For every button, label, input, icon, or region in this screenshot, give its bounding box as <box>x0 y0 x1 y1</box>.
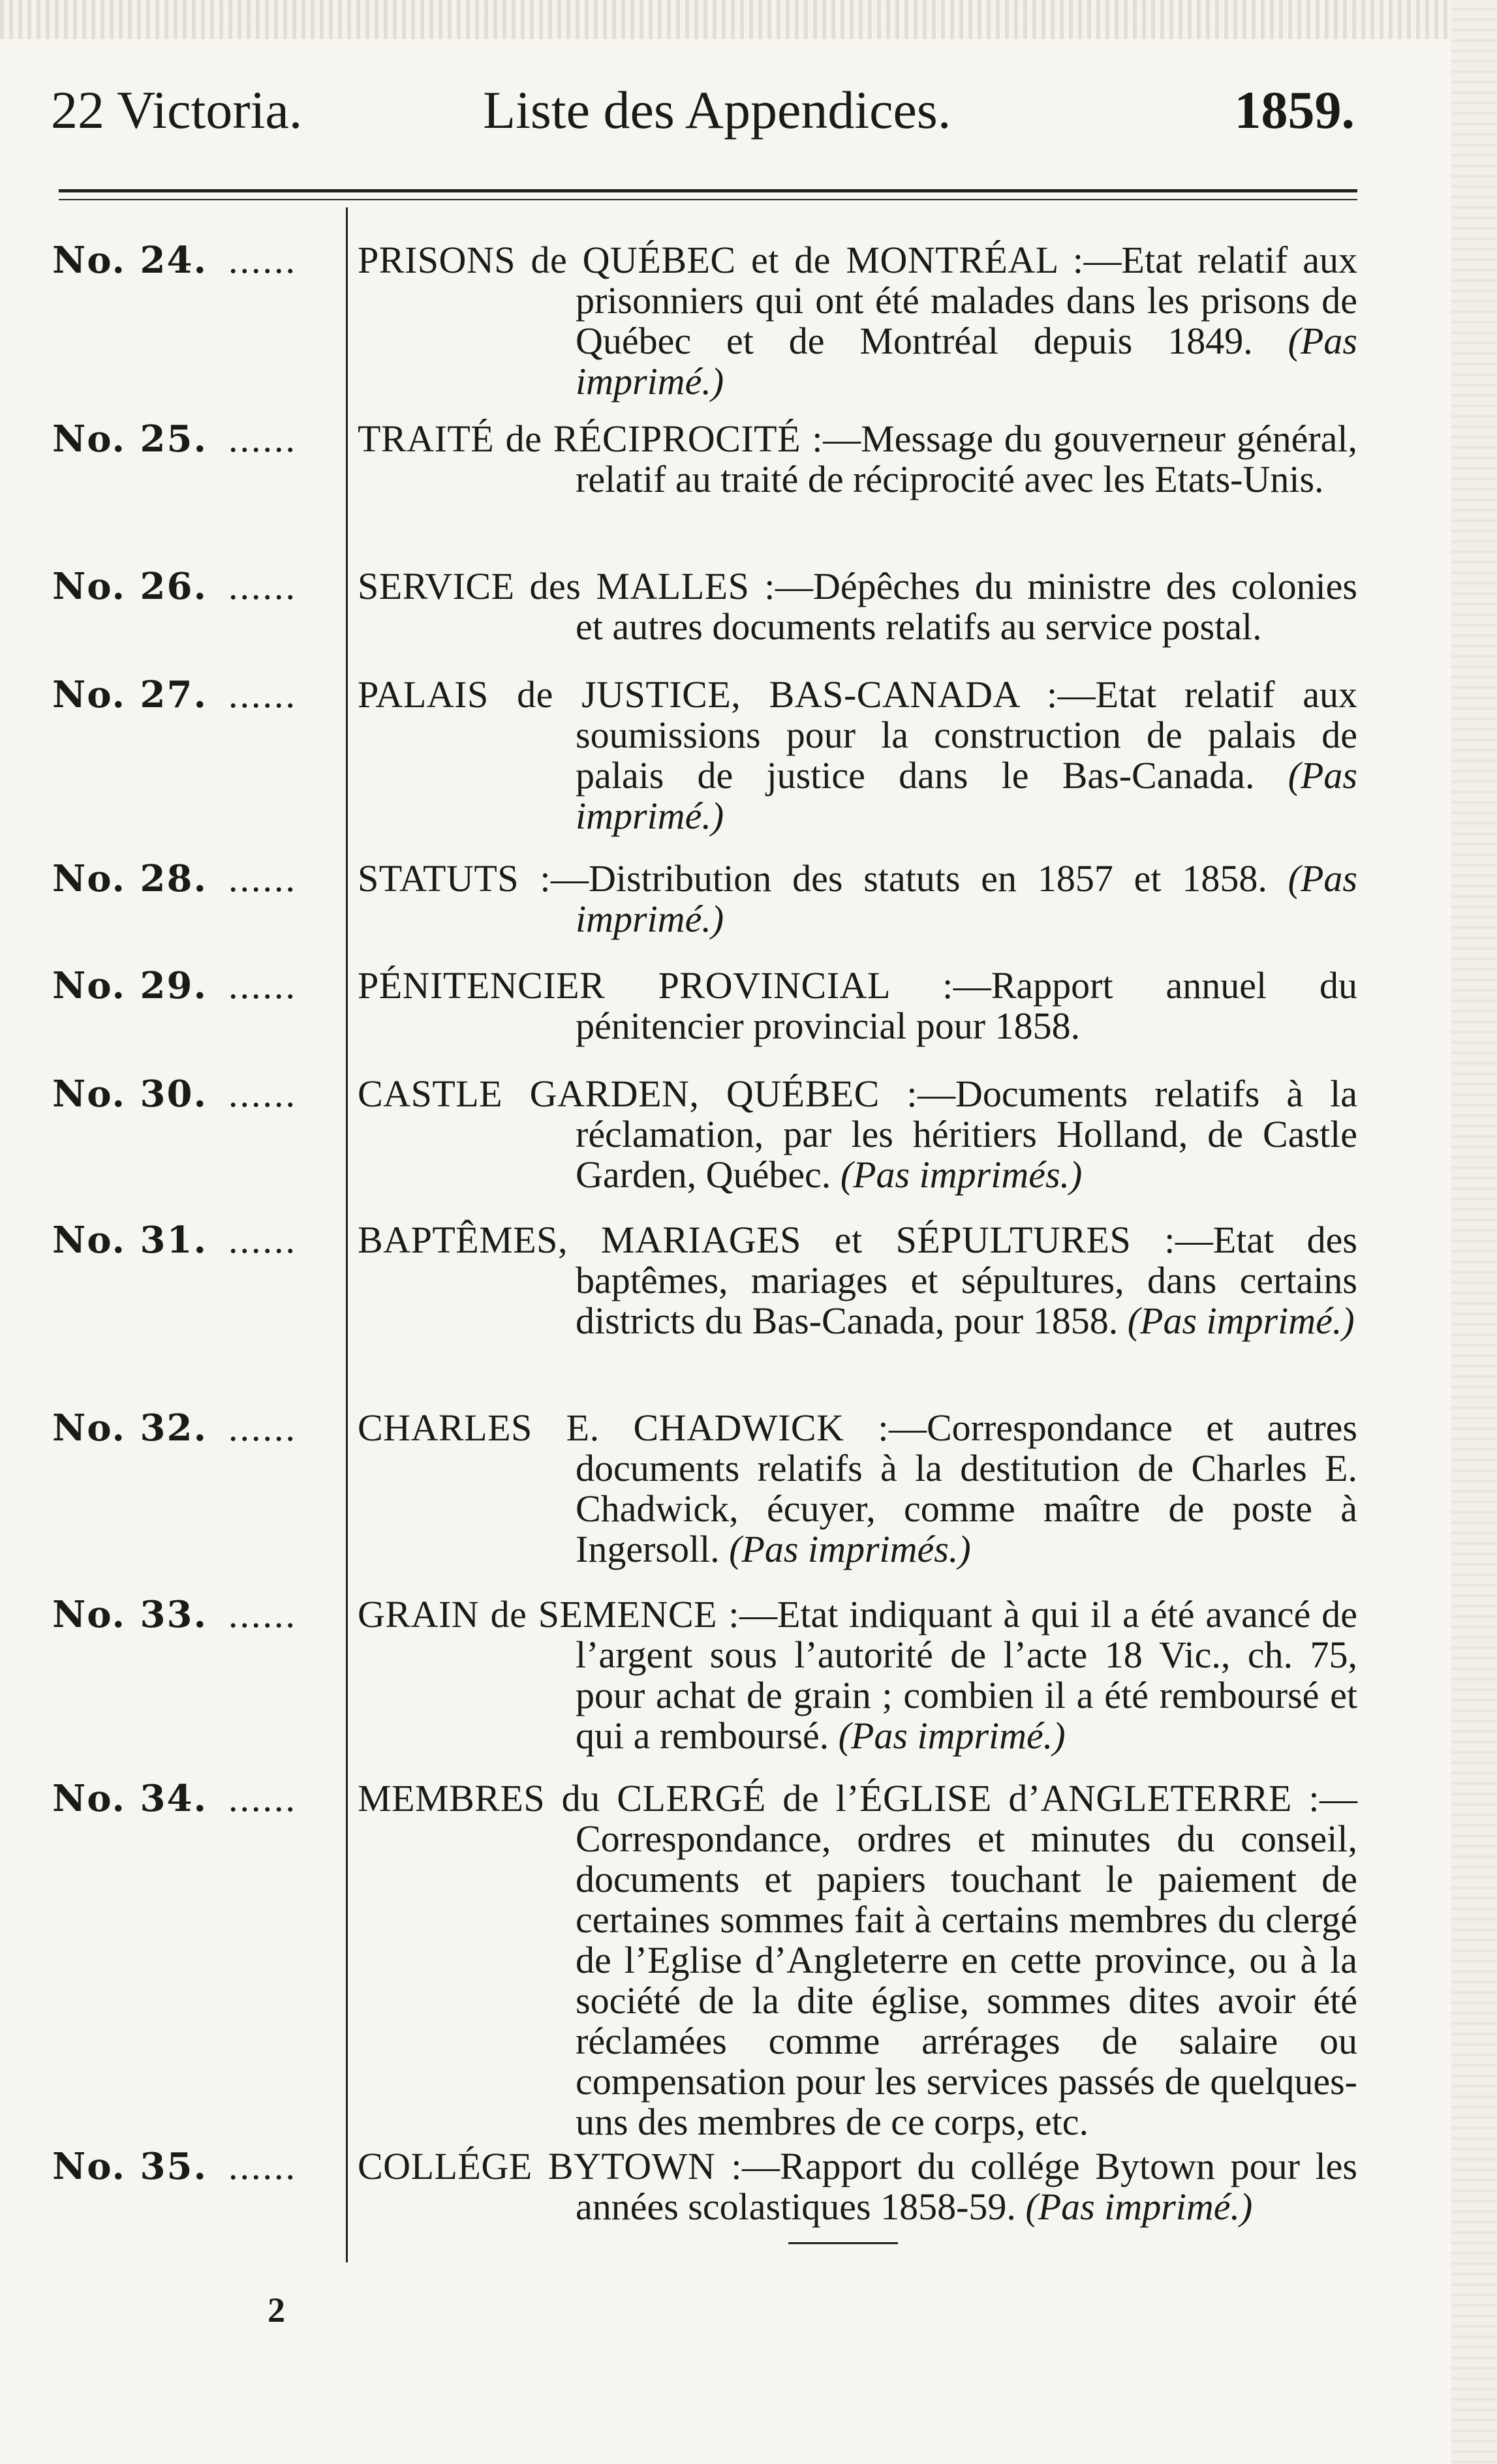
appendix-title: CASTLE GARDEN, QUÉBEC : <box>358 1072 918 1115</box>
appendix-title: PALAIS de JUSTICE, BAS-CANADA : <box>358 673 1058 716</box>
appendix-title: MEMBRES du CLERGÉ de l’ÉGLISE d’ANGLETERRE : <box>358 1777 1320 1819</box>
appendix-note: (Pas imprimés.) <box>729 1528 971 1570</box>
header-rule-thin <box>59 199 1357 200</box>
leader-dots: ...... <box>228 2145 297 2187</box>
leader-dots: ...... <box>228 565 297 607</box>
appendix-description <box>358 1594 1357 1756</box>
leader-dots: ...... <box>228 418 297 460</box>
appendix-description <box>358 566 1357 647</box>
appendix-title: GRAIN de SEMENCE : <box>358 1593 739 1635</box>
appendix-text: —Etat indiquant à qui il a été avancé de l’argent sous l’autorité de l’acte 18 Vic., ch. 75, pour achat de grain ; combien il a été remboursé et qui a remboursé. <box>576 1593 1358 1757</box>
appendix-number: No. 25. <box>52 418 208 461</box>
appendix-number: No. 32. <box>52 1407 208 1450</box>
appendix-title: CHARLES E. CHADWICK : <box>358 1407 889 1449</box>
leader-dots: ...... <box>228 1777 297 1819</box>
appendix-number: No. 33. <box>52 1593 208 1636</box>
leader-dots: ...... <box>228 964 297 1007</box>
page-number: 2 <box>268 2290 285 2330</box>
appendix-note: (Pas imprimé.) <box>576 320 1357 403</box>
appendix-description <box>358 419 1357 500</box>
header-year: 1859. <box>1234 80 1355 140</box>
appendix-description <box>358 1074 1357 1195</box>
appendix-title: TRAITÉ de RÉCIPROCITÉ : <box>358 418 824 460</box>
appendix-description <box>358 2146 1357 2227</box>
leader-dots: ...... <box>228 239 297 281</box>
leader-dots: ...... <box>228 1072 297 1115</box>
appendix-title: BAPTÊMES, MARIAGES et SÉPULTURES : <box>358 1219 1175 1261</box>
scan-artifact-edge <box>1451 0 1497 2464</box>
appendix-description <box>358 1778 1357 2142</box>
appendix-text: —Etat relatif aux prisonniers qui ont été malades dans les prisons de Québec et de Montréal depuis 1849. <box>576 239 1357 362</box>
appendix-text: —Correspondance, ordres et minutes du conseil, documents et papiers touchant le paiement de certaines sommes fait à certains membres du clergé de l’Eglise d’Angleterre en cette province, ou à la société de la dite église, sommes dites avoir été réclamées comme arrérages de salaire ou compensation pour les services passés de quelques-uns des membres de ce corps, etc. <box>576 1777 1357 2143</box>
appendix-title: COLLÉGE BYTOWN : <box>358 2145 743 2187</box>
appendix-number: No. 35. <box>52 2145 208 2188</box>
leader-dots: ...... <box>228 1593 297 1635</box>
header-session: 22 Victoria. <box>51 80 303 140</box>
appendix-note: (Pas imprimés.) <box>840 1153 1083 1196</box>
appendix-number: No. 34. <box>52 1777 208 1820</box>
appendix-text: —Message du gouverneur général, relatif au traité de réciprocité avec les Etats-Unis. <box>576 418 1357 500</box>
header-title: Liste des Appendices. <box>483 80 951 140</box>
appendix-number: No. 29. <box>52 964 208 1007</box>
appendix-text: —Etat des baptêmes, mariages et sépultures, dans certains districts du Bas-Canada, pour 1858. <box>576 1219 1357 1342</box>
appendix-description <box>358 1220 1357 1341</box>
appendix-note: (Pas imprimé.) <box>838 1714 1066 1757</box>
leader-dots: ...... <box>228 1219 297 1261</box>
leader-dots: ...... <box>228 1407 297 1449</box>
appendix-text: —Rapport du collége Bytown pour les années scolastiques 1858-59. <box>576 2145 1357 2228</box>
appendix-text: —Correspondance et autres documents relatifs à la destitution de Charles E. Chadwick, écuyer, comme maître de poste à Ingersoll. <box>576 1407 1357 1570</box>
appendix-title: PÉNITENCIER PROVINCIAL : <box>358 964 953 1007</box>
appendix-number: No. 30. <box>52 1072 208 1116</box>
appendix-note: (Pas imprimé.) <box>1127 1300 1355 1342</box>
appendix-title: SERVICE des MALLES : <box>358 565 775 607</box>
leader-dots: ...... <box>228 673 297 716</box>
closing-rule <box>788 2242 898 2244</box>
appendix-description <box>358 859 1357 939</box>
column-divider <box>346 207 348 2262</box>
appendix-number: No. 28. <box>52 857 208 900</box>
leader-dots: ...... <box>228 857 297 900</box>
appendix-description <box>358 240 1357 402</box>
appendix-description <box>358 966 1357 1046</box>
appendix-number: No. 31. <box>52 1219 208 1262</box>
appendix-text: —Dépêches du ministre des colonies et autres documents relatifs au service postal. <box>576 565 1357 648</box>
scan-artifact-top <box>0 0 1497 39</box>
header-rule-thick <box>59 189 1357 192</box>
appendix-title: PRISONS de QUÉBEC et de MONTRÉAL : <box>358 239 1084 281</box>
appendix-note: (Pas imprimé.) <box>576 857 1357 940</box>
appendix-note: (Pas imprimé.) <box>1025 2185 1253 2228</box>
appendix-title: STATUTS : <box>358 857 551 900</box>
appendix-note: (Pas imprimé.) <box>576 754 1358 837</box>
appendix-text: —Distribution des statuts en 1857 et 1858. <box>550 857 1267 900</box>
appendix-text: —Etat relatif aux soumissions pour la construction de palais de palais de justice dans le Bas-Canada. <box>576 673 1357 797</box>
appendix-description <box>358 675 1357 836</box>
appendix-number: No. 26. <box>52 565 208 608</box>
appendix-number: No. 24. <box>52 239 208 282</box>
appendix-number: No. 27. <box>52 673 208 716</box>
appendix-description <box>358 1408 1357 1570</box>
appendix-text: —Rapport annuel du pénitencier provincial pour 1858. <box>576 964 1357 1047</box>
appendix-text: —Documents relatifs à la réclamation, par les héritiers Holland, de Castle Garden, Québec. <box>576 1072 1357 1196</box>
